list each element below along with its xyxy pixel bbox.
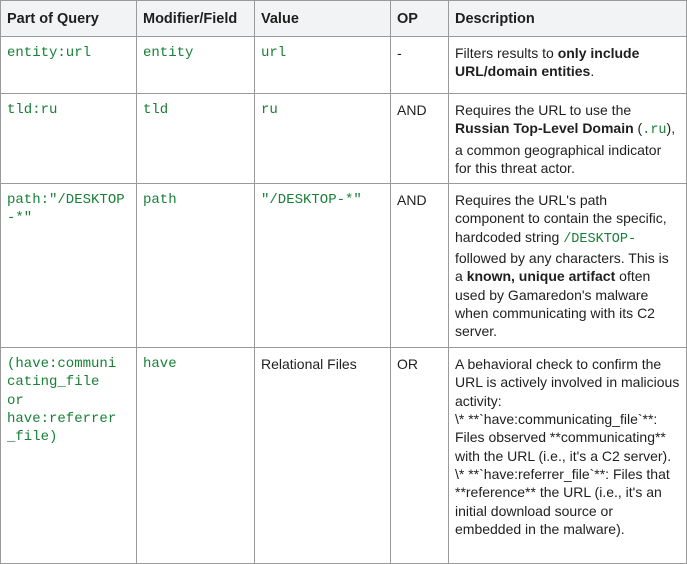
- desc-text: A behavioral check to confirm the URL is actively involved in malicious activity:: [455, 356, 680, 409]
- table-row: [1, 184, 687, 348]
- table-row: [1, 348, 687, 564]
- desc-text: (: [633, 120, 643, 137]
- desc-bold: known, unique artifact: [466, 268, 616, 285]
- part-line: cating_file: [7, 374, 100, 391]
- cell-op: OR: [391, 348, 449, 564]
- header-row: [1, 1, 687, 37]
- cell-part: path:"/DESKTOP-*": [1, 184, 137, 348]
- header-value: Value: [255, 1, 391, 37]
- desc-code: /DESKTOP-: [563, 231, 637, 247]
- part-line: or: [7, 392, 24, 409]
- part-line: _file): [7, 429, 58, 446]
- cell-field: have: [137, 348, 255, 564]
- desc-text: \* **`have:communicating_file`**: Files observed **communicating** with the URL (i.e., it's a C2 server).: [455, 411, 672, 464]
- part-line: (have:communi: [7, 356, 117, 373]
- cell-value: Relational Files: [255, 348, 391, 564]
- header-op: OP: [391, 1, 449, 37]
- desc-bold: only include URL/domain entities: [455, 45, 640, 80]
- cell-part: entity:url: [1, 37, 137, 94]
- desc-text: ), a common geographical indicator for this threat actor.: [455, 120, 676, 176]
- cell-field: path: [137, 184, 255, 348]
- cell-description: [449, 37, 687, 94]
- cell-field: entity: [137, 37, 255, 94]
- header-modifier-field: Modifier/Field: [137, 1, 255, 37]
- cell-op: AND: [391, 94, 449, 184]
- desc-text: Filters results to: [455, 45, 558, 61]
- cell-description: [449, 348, 687, 564]
- table-row: [1, 94, 687, 184]
- cell-field: tld: [137, 94, 255, 184]
- desc-code: .ru: [642, 123, 667, 139]
- cell-part: tld:ru: [1, 94, 137, 184]
- desc-text: followed by any characters. This is a: [455, 250, 669, 285]
- desc-bold: Russian Top-Level Domain: [455, 120, 634, 137]
- cell-value: ru: [255, 94, 391, 184]
- header-part-of-query: Part of Query: [1, 1, 137, 37]
- cell-op: AND: [391, 184, 449, 348]
- desc-text: .: [590, 63, 595, 80]
- cell-description: [449, 94, 687, 184]
- cell-part: [1, 348, 137, 564]
- desc-text: Requires the URL to use the: [455, 102, 632, 118]
- desc-text: often used by Gamaredon's malware when communicating with its C2 server.: [455, 268, 655, 340]
- table-row: [1, 37, 687, 94]
- part-line: have:referrer: [7, 411, 117, 428]
- cell-description: [449, 184, 687, 348]
- cell-op: -: [391, 37, 449, 94]
- desc-text: Requires the URL's path component to contain the specific, hardcoded string: [455, 192, 667, 245]
- header-description: Description: [449, 1, 687, 37]
- cell-value: url: [255, 37, 391, 94]
- cell-value: "/DESKTOP-*": [255, 184, 391, 348]
- desc-text: \* **`have:referrer_file`**: Files that **reference** the URL (i.e., it's an initial download source or embedded in the malware).: [455, 465, 670, 537]
